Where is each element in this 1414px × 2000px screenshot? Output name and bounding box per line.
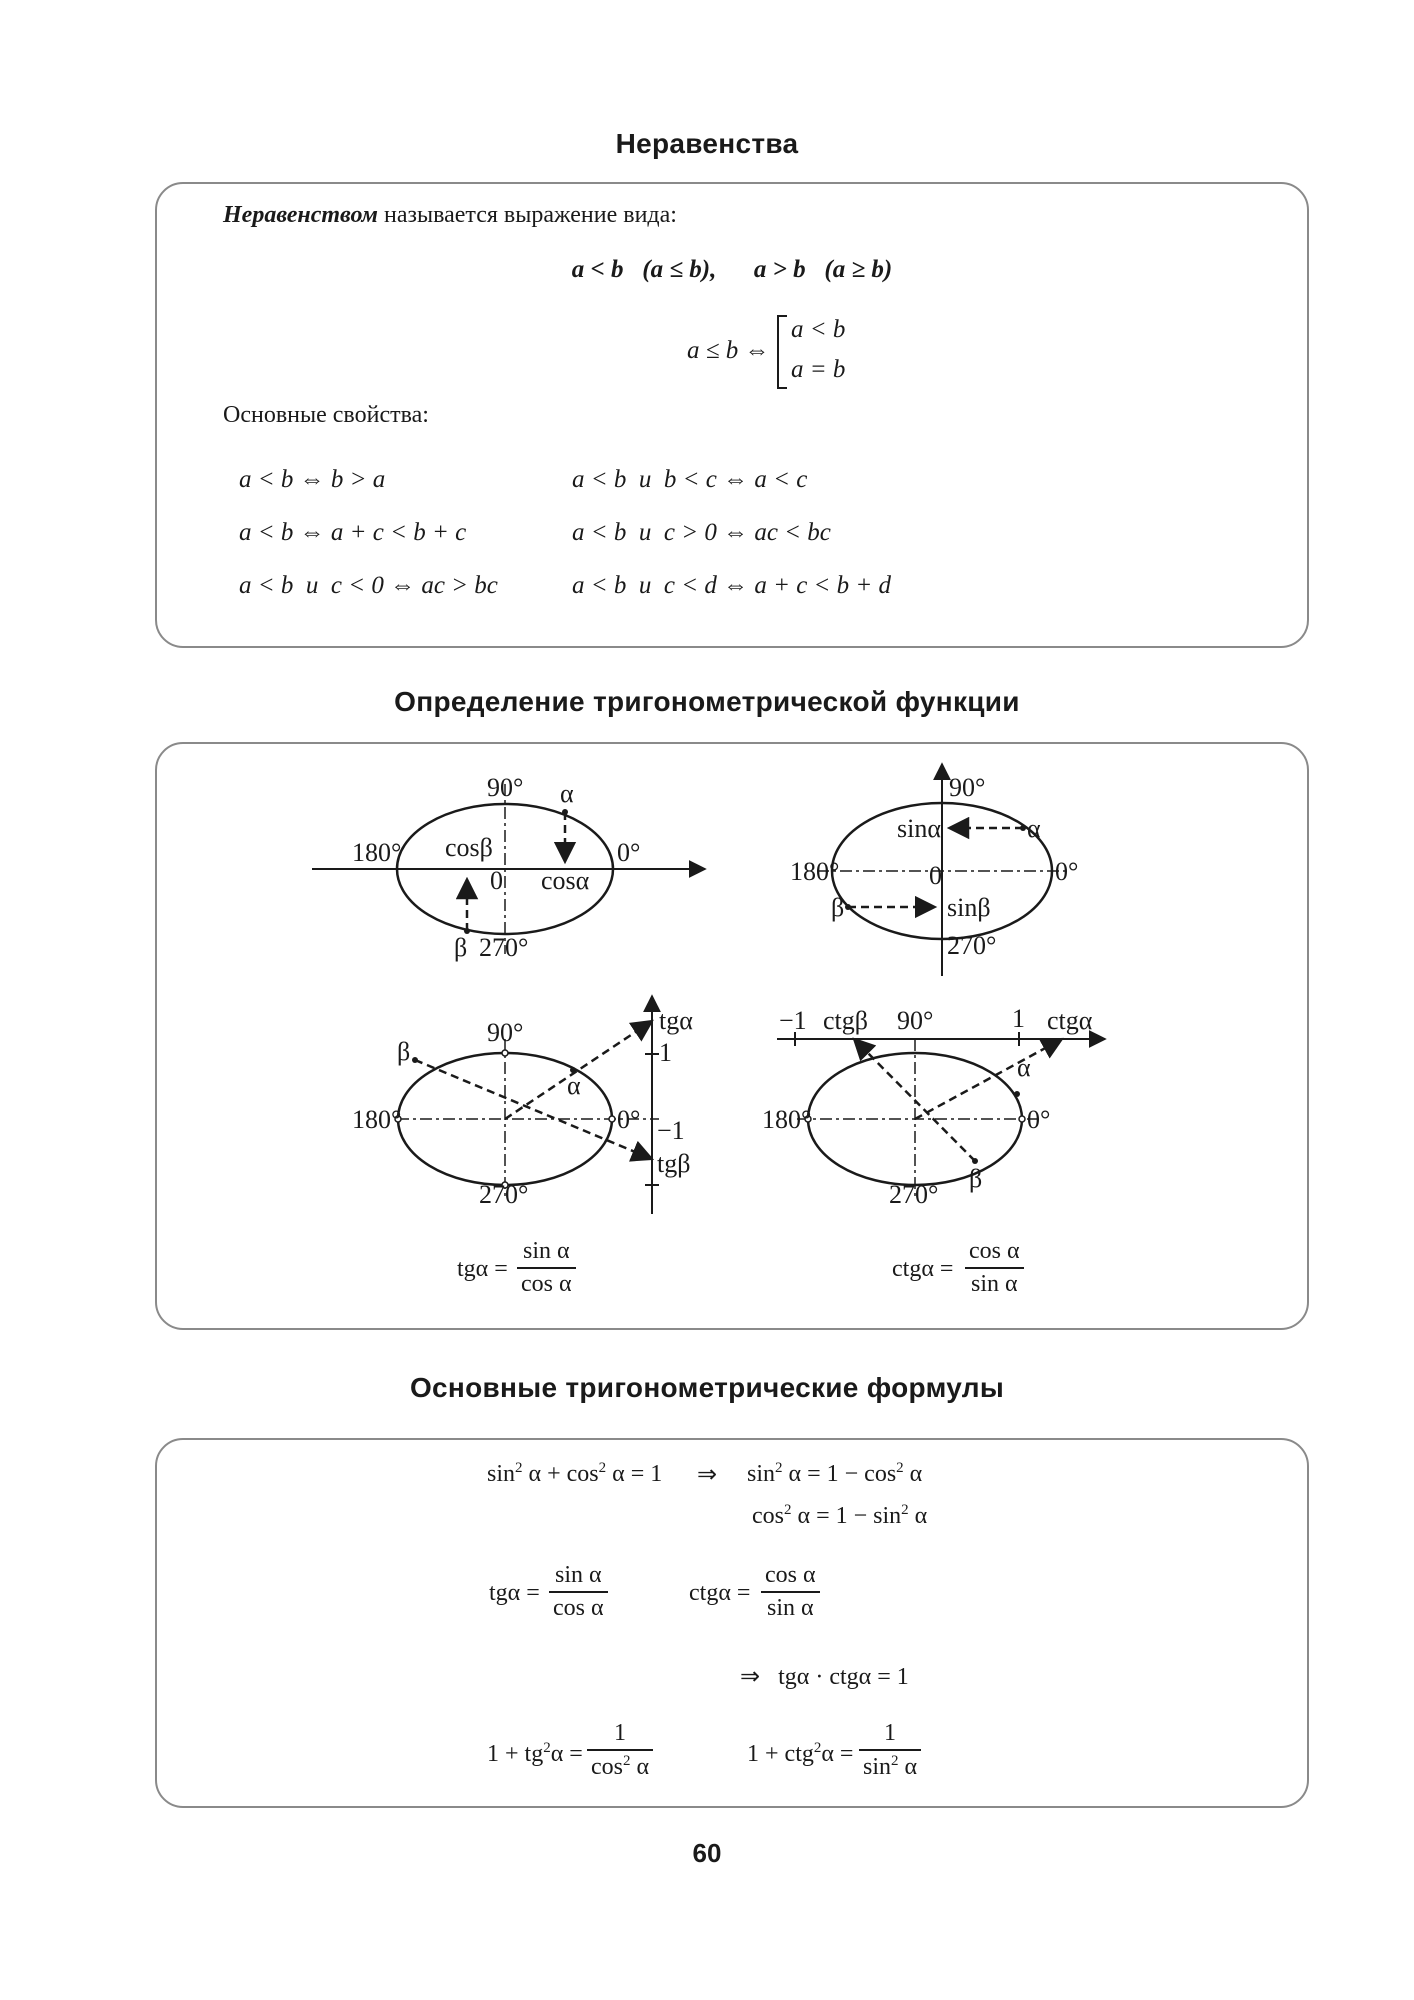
tg-lhs: tgα = [489, 1580, 540, 1606]
label-ctgb: ctgβ [823, 1006, 868, 1035]
label-alpha: α [567, 1071, 581, 1100]
equiv-top: a < b [791, 316, 846, 343]
tg-ctg-product: ⇒ tgα · ctgα = 1 [740, 1664, 909, 1690]
ctg-diagram [762, 1004, 1105, 1209]
exponent: 2 [891, 1753, 899, 1769]
text: sin [863, 1754, 892, 1780]
tg-diagram [352, 996, 693, 1214]
trig-definition-panel [155, 742, 1309, 1330]
text: α = [821, 1741, 854, 1767]
label-minus-one: −1 [657, 1116, 685, 1145]
label-beta: β [397, 1037, 411, 1066]
page-number: 60 [692, 1838, 722, 1868]
definition-line [223, 202, 677, 229]
tg-def-num: sin α [522, 1238, 570, 1264]
ctg-def-num: cos α [969, 1238, 1020, 1264]
label-0deg: 0° [617, 1105, 641, 1134]
section-title-trig-definition: Определение тригонометрической функции [394, 686, 1020, 717]
label-180: 180° [352, 1105, 402, 1134]
label-270: 270° [889, 1180, 939, 1209]
tg-den: cos α [553, 1595, 604, 1621]
props-label: Основные свойства: [223, 402, 429, 428]
tg-def-lhs: tgα = [457, 1256, 508, 1282]
exponent: 2 [784, 1502, 792, 1518]
label-sinb: sinβ [947, 893, 991, 922]
label-beta: β [831, 893, 845, 922]
label-one: 1 [659, 1038, 672, 1067]
exponent: 2 [543, 1740, 551, 1756]
cos-squared-formula [752, 1502, 927, 1530]
sin-squared-formula [747, 1460, 922, 1488]
cos-diagram [312, 773, 705, 962]
label-0deg: 0° [1027, 1105, 1051, 1134]
system-bracket [775, 314, 789, 390]
sin-diagram [790, 764, 1078, 976]
text: cos [591, 1754, 623, 1780]
label-alpha: α [1027, 814, 1041, 843]
text: sin [487, 1461, 516, 1487]
identity-1-fraction [587, 1720, 653, 1781]
label-alpha: α [1017, 1053, 1031, 1082]
label-tgb: tgβ [657, 1149, 691, 1178]
tg-fraction [549, 1562, 608, 1622]
trig-diagrams [157, 744, 1307, 1328]
tg-def-fraction [517, 1238, 576, 1298]
label-sina: sinα [897, 814, 941, 843]
basic-formulas-panel [155, 1438, 1309, 1808]
definition-text: называется выражение вида: [377, 202, 677, 228]
exponent: 2 [813, 1740, 822, 1756]
text: 1 + tg [487, 1741, 544, 1767]
label-180: 180° [790, 857, 840, 886]
label-180: 180° [762, 1105, 812, 1134]
identity-1-num: 1 [614, 1720, 627, 1746]
text: α [903, 1461, 923, 1487]
property-item: a < b и c > 0 ⇔ ac < bc [572, 519, 831, 546]
text: α = 1 [606, 1461, 663, 1487]
inequalities-panel [155, 182, 1309, 648]
ctg-den: sin α [766, 1595, 814, 1621]
label-cosa: cosα [541, 866, 590, 895]
label-90: 90° [897, 1006, 934, 1035]
equiv-left: a ≤ b ⇔ [687, 337, 770, 364]
ctg-fraction [761, 1562, 820, 1622]
exponent: 2 [775, 1460, 783, 1476]
text: α [908, 1503, 928, 1529]
label-tga: tgα [659, 1006, 693, 1035]
label-cosb: cosβ [445, 833, 493, 862]
label-270: 270° [947, 931, 997, 960]
text: α + cos [522, 1461, 599, 1487]
label-beta: β [969, 1164, 983, 1193]
label-0deg: 0° [1055, 857, 1079, 886]
property-item: a < b ⇔ a + c < b + c [239, 519, 467, 546]
exponent: 2 [901, 1502, 909, 1518]
text: cos [752, 1503, 784, 1529]
label-90: 90° [487, 773, 524, 802]
identity-1-den [587, 1751, 653, 1781]
label-zero: 0 [490, 866, 503, 895]
label-180: 180° [352, 838, 402, 867]
label-ctga: ctgα [1047, 1006, 1093, 1035]
equiv-bottom: a = b [791, 356, 846, 383]
identity-2-lhs [747, 1740, 853, 1768]
ctg-lhs: ctgα = [689, 1580, 751, 1606]
inequality-forms: a < b (a ≤ b), a > b (a ≥ b) [571, 256, 893, 283]
ctg-def-lhs: ctgα = [892, 1256, 954, 1282]
ctg-num: cos α [765, 1562, 816, 1588]
label-90: 90° [949, 773, 986, 802]
property-item: a < b ⇔ b > a [239, 466, 386, 493]
identity-2-num: 1 [884, 1720, 897, 1746]
text: 1 + ctg [747, 1741, 814, 1767]
label-zero: 0 [929, 861, 942, 890]
text: α [630, 1754, 650, 1780]
section-title-inequalities: Неравенства [615, 128, 799, 159]
label-0deg: 0° [617, 838, 641, 867]
pythagorean-identity [487, 1460, 662, 1488]
ctg-def-den: sin α [970, 1271, 1018, 1297]
exponent: 2 [515, 1460, 523, 1476]
label-90: 90° [487, 1018, 524, 1047]
label-minus-one: −1 [779, 1006, 807, 1035]
label-270: 270° [479, 1180, 529, 1209]
identity-2-den [859, 1751, 921, 1781]
tg-def-den: cos α [521, 1271, 572, 1297]
property-item: a < b и b < c ⇔ a < c [572, 466, 808, 493]
text: α = 1 − sin [791, 1503, 902, 1529]
exponent: 2 [623, 1753, 631, 1769]
ctg-def-fraction [965, 1238, 1024, 1298]
text: α [898, 1754, 918, 1780]
property-item: a < b и c < 0 ⇔ ac > bc [239, 572, 498, 599]
identity-2-fraction [859, 1720, 921, 1781]
identity-1-lhs [487, 1740, 583, 1768]
tg-num: sin α [554, 1562, 602, 1588]
label-270: 270° [479, 933, 529, 962]
label-alpha: α [560, 779, 574, 808]
label-beta: β [454, 933, 468, 962]
exponent: 2 [598, 1460, 607, 1476]
property-item: a < b и c < d ⇔ a + c < b + d [572, 572, 892, 599]
implies-arrow: ⇒ [697, 1462, 718, 1488]
exponent: 2 [896, 1460, 904, 1476]
label-one: 1 [1012, 1004, 1025, 1033]
text: α = 1 − cos [782, 1461, 897, 1487]
definition-term: Неравенством [223, 202, 378, 228]
text: sin [747, 1461, 776, 1487]
text: α = [550, 1741, 583, 1767]
section-title-basic-formulas: Основные тригонометрические формулы [409, 1372, 1005, 1403]
